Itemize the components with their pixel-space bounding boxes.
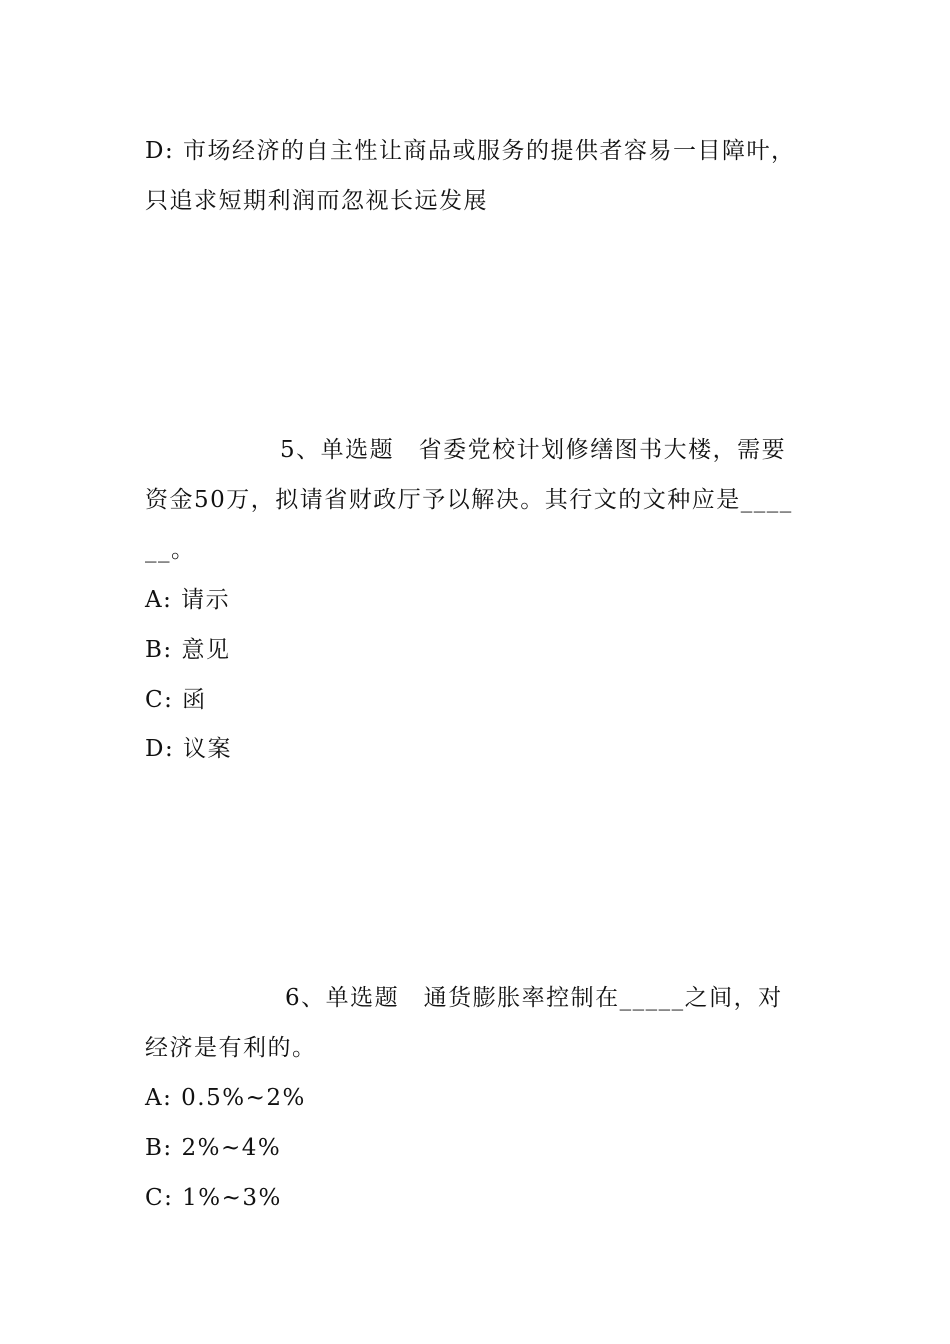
q5-option-c: C: 函	[145, 687, 207, 713]
q6-option-b: B: 2%~4%	[145, 1135, 282, 1161]
q5-stem-line2: 资金50万，拟请省财政厅予以解决。其行文的文种应是____	[145, 487, 793, 513]
q5-option-b: B: 意见	[145, 637, 231, 663]
q6-option-a: A: 0.5%~2%	[145, 1085, 306, 1111]
q5-option-d: D: 议案	[145, 736, 233, 762]
q5-stem-line1: 5、单选题 省委党校计划修缮图书大楼，需要	[280, 437, 787, 463]
q5-option-a: A: 请示	[145, 587, 231, 613]
prev-option-d-line2: 只追求短期利润而忽视长远发展	[145, 188, 488, 214]
q6-stem-line1: 6、单选题 通货膨胀率控制在_____之间，对	[285, 985, 783, 1011]
prev-option-d-line1: D: 市场经济的自主性让商品或服务的提供者容易一目障叶，	[145, 138, 796, 164]
q6-stem-line2: 经济是有利的。	[145, 1035, 317, 1061]
q5-stem-line3: __。	[145, 537, 196, 563]
q6-option-c: C: 1%~3%	[145, 1185, 282, 1211]
